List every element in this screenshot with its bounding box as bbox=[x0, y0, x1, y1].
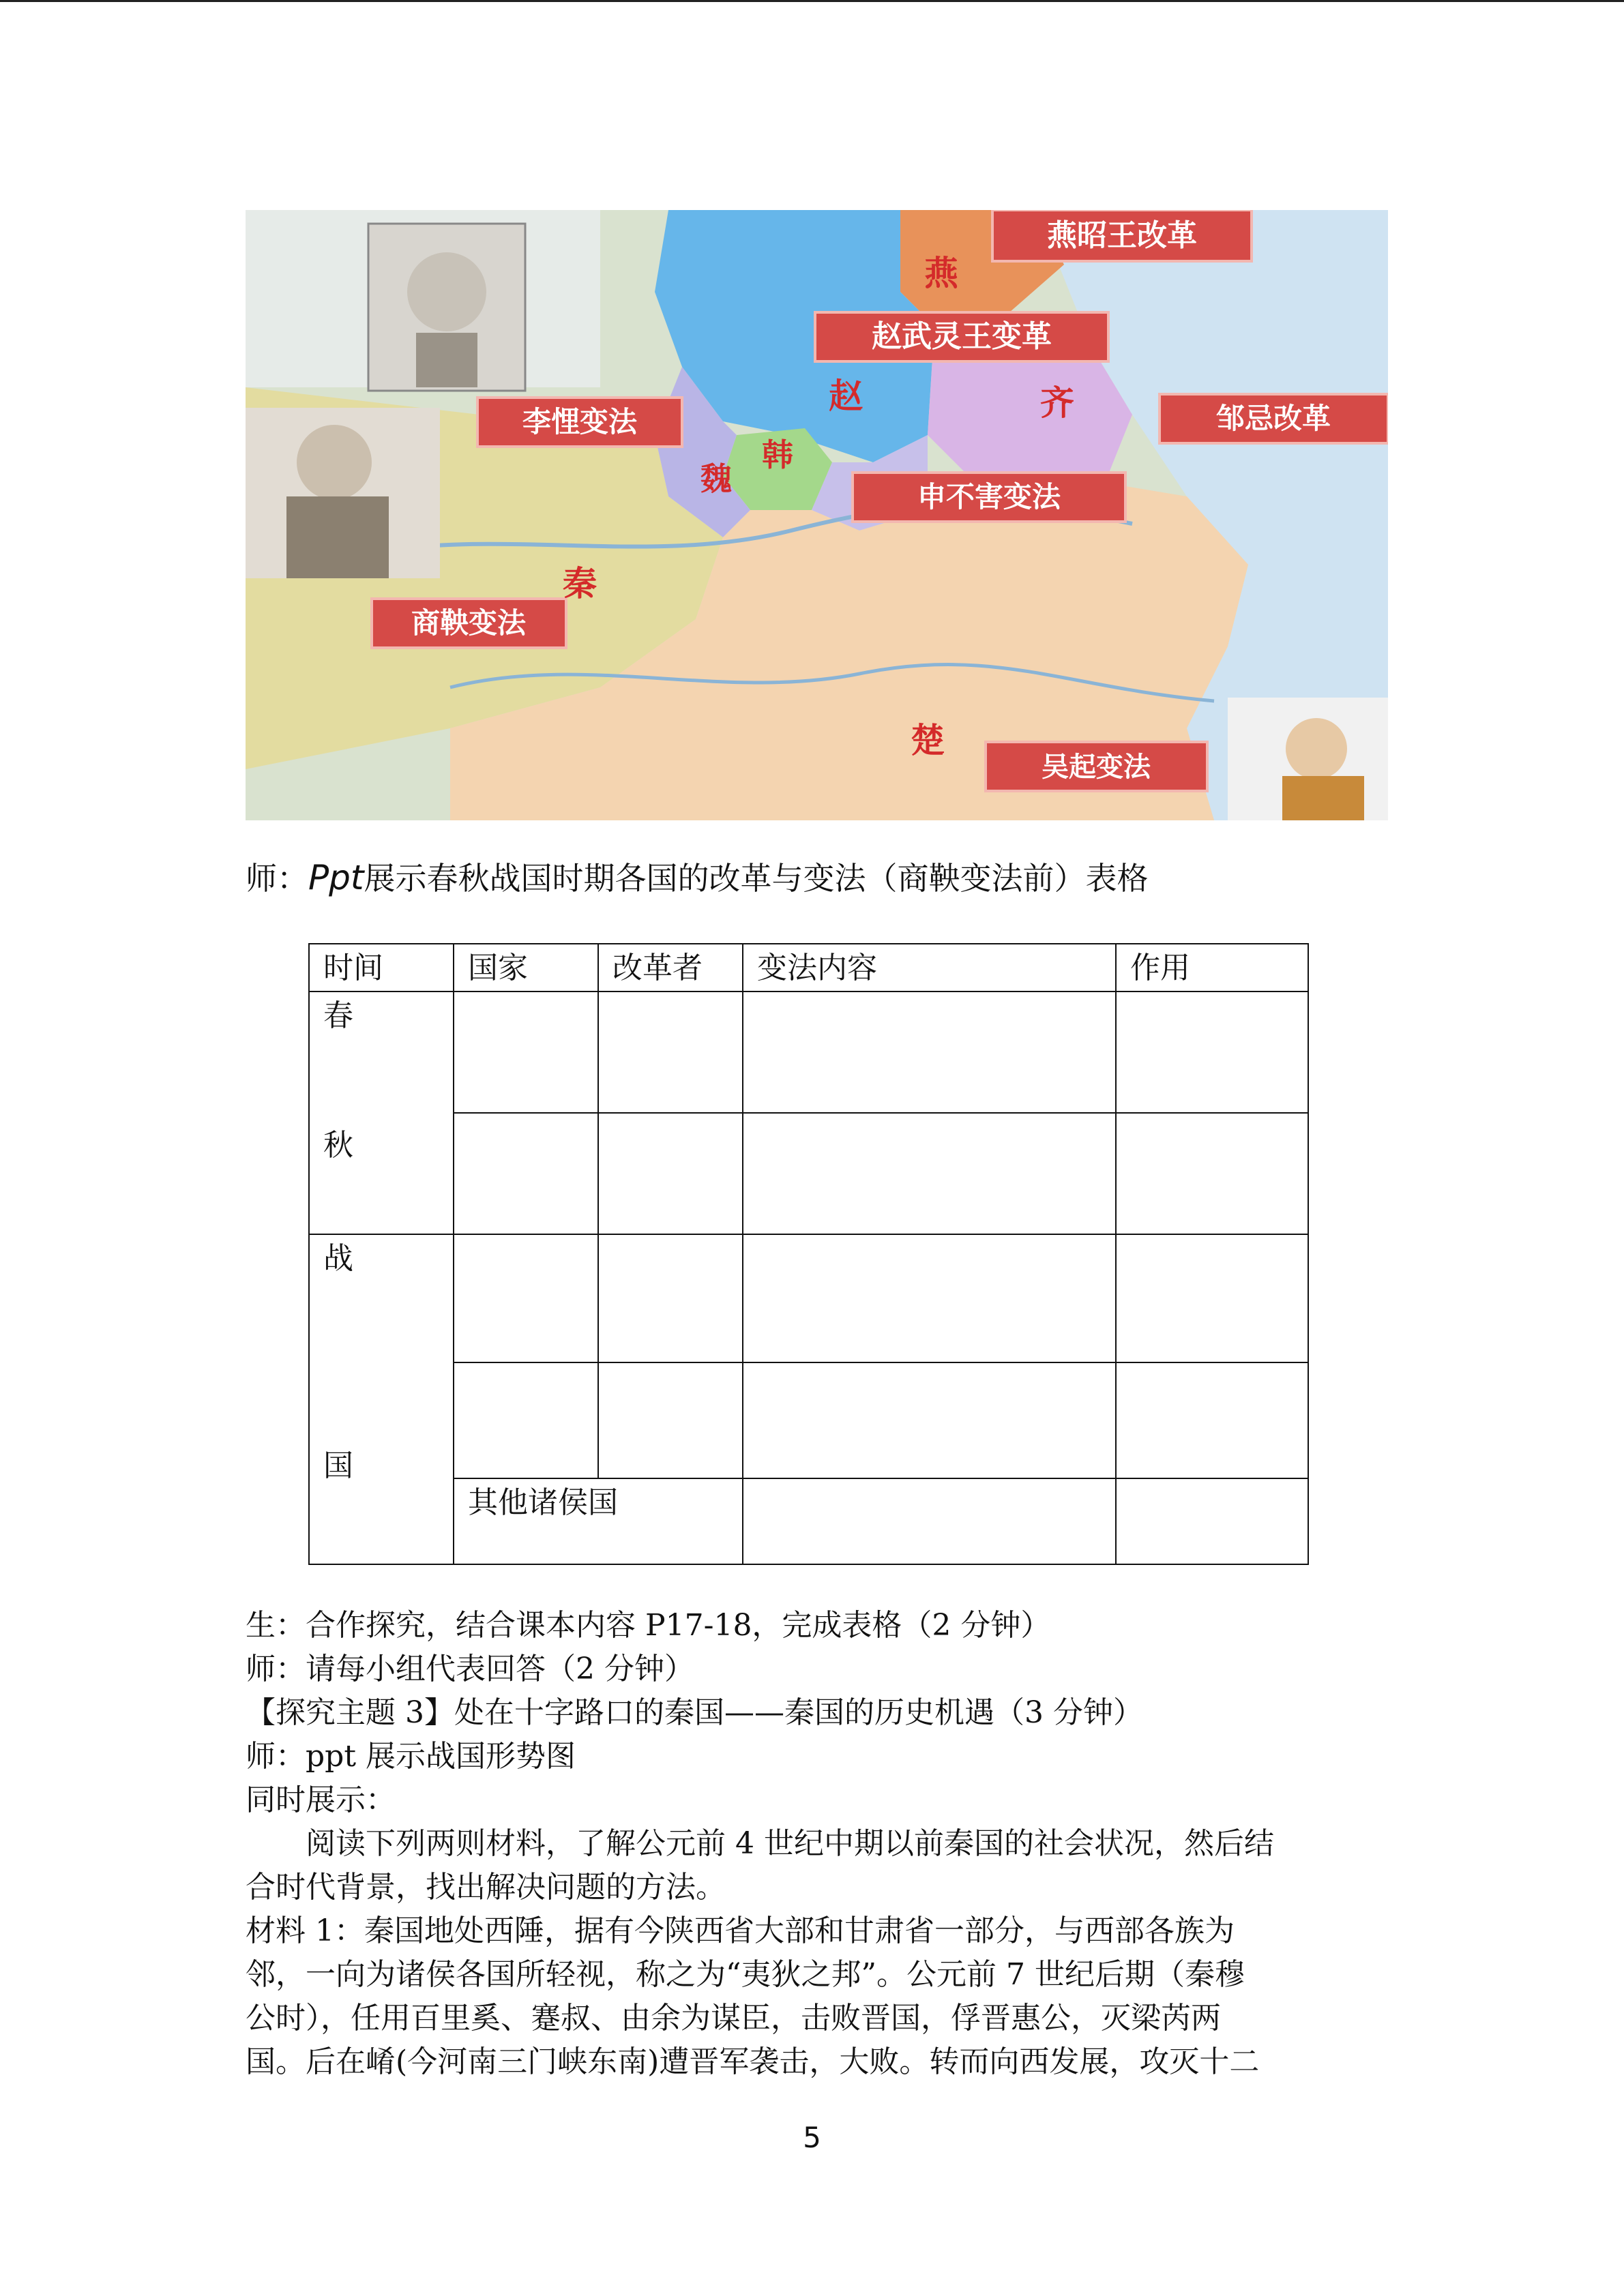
body-line: 同时展示： bbox=[246, 1783, 396, 1817]
page-number: 5 bbox=[803, 2121, 821, 2154]
map-label-shen-buhai-reform: 申不害变法 bbox=[917, 480, 1061, 513]
table-cell[interactable] bbox=[1116, 1362, 1308, 1478]
body-line-indented: 阅读下列两则材料，了解公元前 4 世纪中期以前秦国的社会状况，然后结 bbox=[306, 1826, 1274, 1861]
table-cell[interactable] bbox=[454, 1362, 598, 1478]
caption-ppt: Ppt bbox=[308, 858, 364, 897]
map-label-wu-qi-reform: 吴起变法 bbox=[1042, 751, 1151, 783]
reform-table bbox=[308, 943, 1309, 1565]
table-row bbox=[309, 1113, 1308, 1234]
map-state-zhao: 赵 bbox=[829, 376, 863, 416]
header-effect: 作用 bbox=[1116, 944, 1308, 992]
table-cell[interactable] bbox=[1116, 1113, 1308, 1234]
body-line: 合时代背景，找出解决问题的方法。 bbox=[246, 1870, 726, 1905]
table-cell[interactable] bbox=[743, 992, 1116, 1113]
table-row bbox=[309, 1478, 1308, 1564]
table-cell[interactable] bbox=[1116, 992, 1308, 1113]
table-cell[interactable] bbox=[743, 1113, 1116, 1234]
body-line: 师：请每小组代表回答（2 分钟） bbox=[246, 1652, 694, 1686]
table-cell[interactable] bbox=[454, 992, 598, 1113]
table-caption bbox=[246, 854, 1149, 902]
table-cell[interactable] bbox=[598, 1362, 743, 1478]
map-state-qin: 秦 bbox=[563, 564, 597, 603]
top-border bbox=[0, 0, 1624, 2]
table-cell[interactable] bbox=[1116, 1234, 1308, 1362]
body-line: 国。后在崤(今河南三门峡东南)遭晋军袭击，大败。转而向西发展，攻灭十二 bbox=[246, 2044, 1260, 2079]
body-line: 邻，一向为诸侯各国所轻视，称之为“夷狄之邦”。公元前 7 世纪后期（秦穆 bbox=[246, 1957, 1245, 1992]
map-label-zhao-reform: 赵武灵王变革 bbox=[872, 319, 1052, 354]
map-state-wei: 魏 bbox=[700, 460, 732, 497]
map-label-li-kui-reform: 李悝变法 bbox=[522, 405, 638, 438]
map-state-chu: 楚 bbox=[911, 721, 945, 760]
table-cell[interactable] bbox=[1116, 1478, 1308, 1564]
body-line: 【探究主题 3】处在十字路口的秦国——秦国的历史机遇（3 分钟） bbox=[246, 1695, 1143, 1730]
table-cell[interactable] bbox=[598, 1113, 743, 1234]
table-header-row bbox=[309, 944, 1308, 992]
period-cell-spring-autumn bbox=[309, 992, 454, 1234]
table-row bbox=[309, 1234, 1308, 1362]
body-line: 生：合作探究，结合课本内容 P17-18，完成表格（2 分钟） bbox=[246, 1608, 1051, 1643]
table-cell[interactable] bbox=[743, 1478, 1116, 1564]
caption-text: 展示春秋战国时期各国的改革与变法（商鞅变法前）表格 bbox=[364, 860, 1149, 897]
other-states-cell: 其他诸侯国 bbox=[454, 1478, 743, 1564]
body-line: 公时），任用百里奚、蹇叔、由余为谋臣，击败晋国，俘晋惠公，灭梁芮两 bbox=[246, 2001, 1221, 2036]
table-cell[interactable] bbox=[454, 1234, 598, 1362]
map-label-shang-yang-reform: 商鞅变法 bbox=[411, 606, 527, 640]
map-label-zou-ji-reform: 邹忌改革 bbox=[1215, 402, 1331, 435]
table-cell[interactable] bbox=[454, 1113, 598, 1234]
map-label-yan-reform: 燕昭王改革 bbox=[1047, 218, 1197, 253]
body-line: 师：ppt 展示战国形势图 bbox=[246, 1739, 576, 1774]
table-row bbox=[309, 1362, 1308, 1478]
header-state: 国家 bbox=[454, 944, 598, 992]
header-content: 变法内容 bbox=[743, 944, 1116, 992]
header-reformer: 改革者 bbox=[598, 944, 743, 992]
period-char: 秋 bbox=[323, 1128, 353, 1163]
table-row bbox=[309, 992, 1308, 1113]
period-char: 春 bbox=[323, 998, 353, 1033]
period-char: 战 bbox=[323, 1241, 353, 1276]
body-line: 材料 1：秦国地处西陲，据有今陕西省大部和甘肃省一部分，与西部各族为 bbox=[246, 1913, 1235, 1948]
lesson-body-text bbox=[246, 1604, 1364, 2084]
warring-states-reform-map bbox=[246, 210, 1388, 820]
table-cell[interactable] bbox=[743, 1362, 1116, 1478]
period-cell-warring-states bbox=[309, 1234, 454, 1564]
table-cell[interactable] bbox=[598, 992, 743, 1113]
map-state-han: 韩 bbox=[762, 436, 793, 473]
caption-prefix: 师： bbox=[246, 860, 308, 897]
map-state-qi: 齐 bbox=[1040, 383, 1074, 423]
table-cell[interactable] bbox=[743, 1234, 1116, 1362]
map-state-yan: 燕 bbox=[924, 254, 958, 293]
table-cell[interactable] bbox=[598, 1234, 743, 1362]
period-char: 国 bbox=[323, 1448, 353, 1483]
header-time: 时间 bbox=[309, 944, 454, 992]
